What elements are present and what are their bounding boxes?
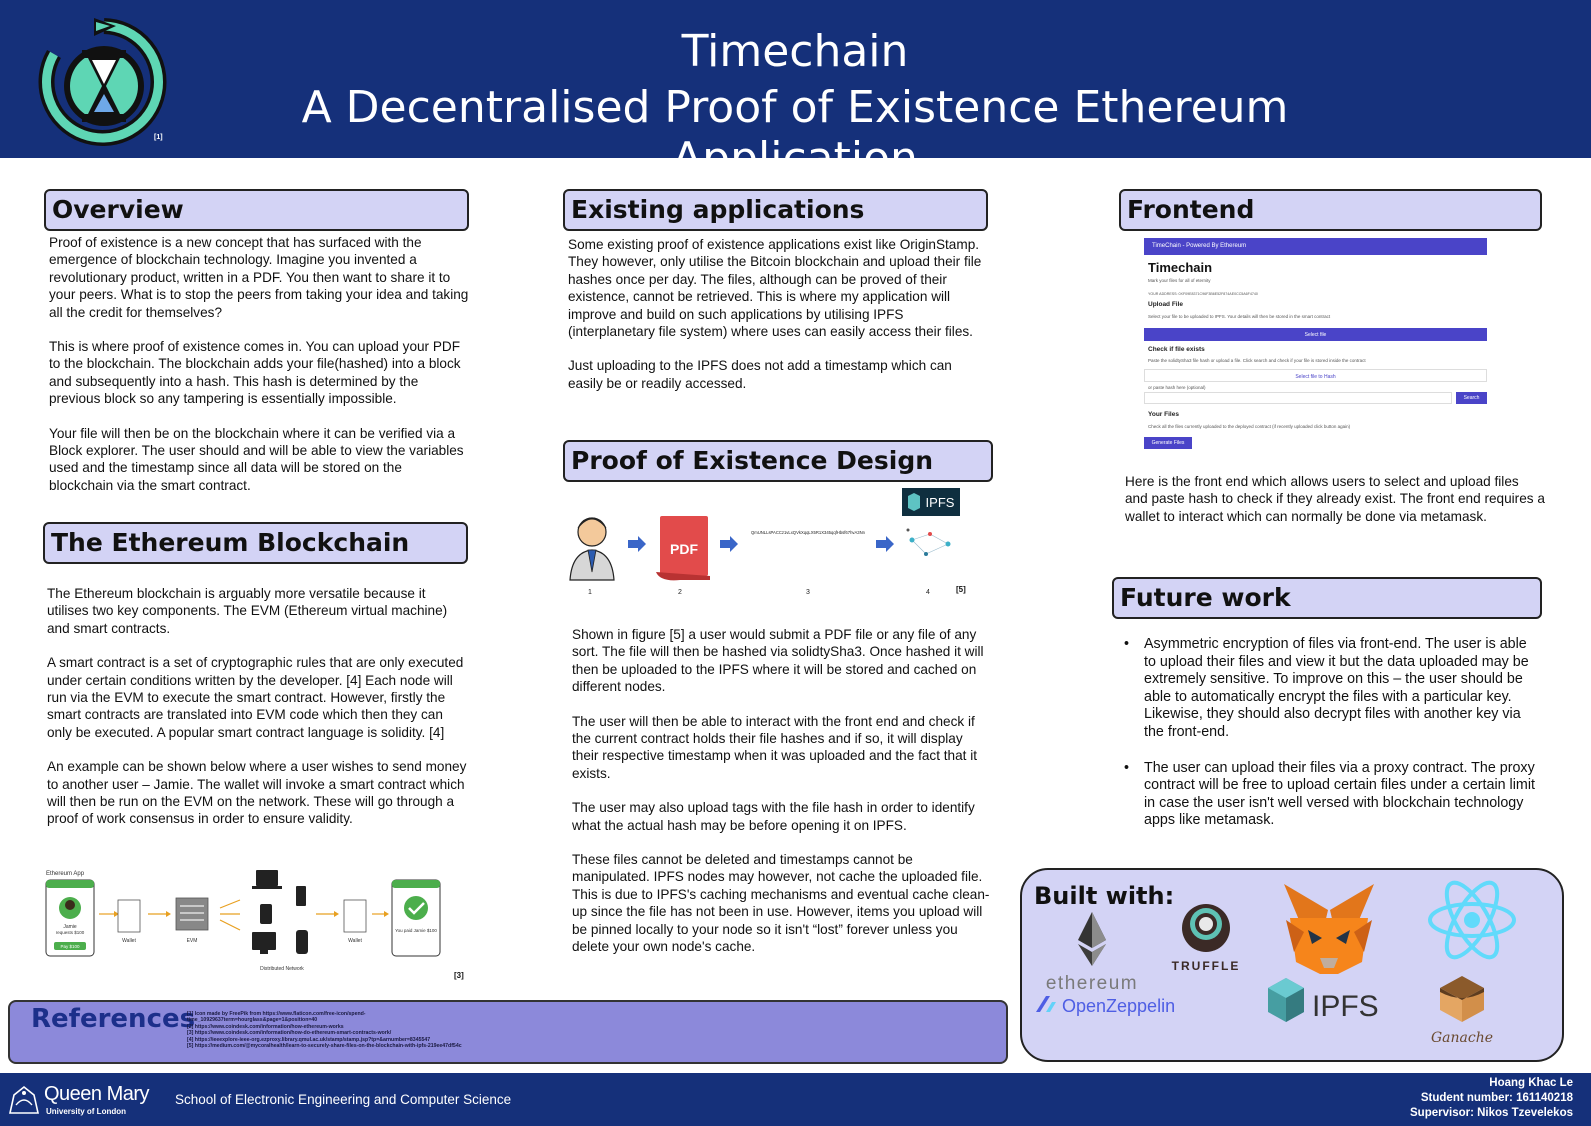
design-reference: [5] (956, 585, 966, 594)
reference-item: [4] https://ieeexplore-ieee-org.ezproxy.library.qmul.ac.uk/stamp/stamp.jsp?tp=&arnumber=8345547 (187, 1036, 431, 1043)
frontend-files-desc: Check all the files currently uploaded to the deployed contract (if recently uploaded click button again) (1148, 424, 1351, 429)
step-label-3: 3 (806, 589, 810, 596)
evm-label: EVM (186, 938, 198, 944)
ethereum-transaction-diagram (44, 868, 476, 986)
frontend-paste-field (1144, 392, 1452, 404)
frontend-generate-button: Generate Files (1144, 437, 1192, 449)
frontend-files-heading: Your Files (1148, 411, 1179, 418)
hash-text: QmUNLLsPACCz1vLxQVkXqqLX5R1X345qqfHbsf67hvA3Nn (751, 530, 865, 535)
ethereum-heading: The Ethereum Blockchain (43, 522, 468, 564)
openzeppelin-wordmark: OpenZeppelin (1062, 996, 1176, 1016)
diagram-reference: [3] (454, 971, 464, 980)
sender-phone-icon (46, 880, 94, 956)
built-with-heading: Built with: (1034, 882, 1175, 910)
ipfs-badge-icon (902, 488, 960, 516)
frontend-select-hash-field: Select file to Hash (1144, 369, 1487, 382)
frontend-check-heading: Check if file exists (1148, 346, 1205, 353)
ganache-wordmark: Ganache (1430, 1030, 1494, 1046)
ethereum-app-label: Ethereum App (46, 871, 85, 877)
frontend-paste-label: or paste hash here (optional) (1148, 385, 1206, 390)
overview-paragraph: Your file will then be on the blockchain where it can be verified via a Block explorer. The user should and will be able to view the variables used and the timestamp since all data will be stored on the blockchain via the smart contract. (49, 425, 464, 493)
hourglass-clock-logo-icon (36, 14, 172, 150)
future-work-heading: Future work (1112, 577, 1542, 619)
student-number: Student number: 161140218 (1420, 1092, 1573, 1104)
future-work-item: • Asymmetric encryption of files via front-end. The user is able to upload their files and view it but the data uploaded may be extremely sensitive. To improve on this – the user should be able to automatically encrypt the files with a particular key. Likewise, they should also decrypt files with another key via the front-end. (1120, 636, 1540, 742)
frontend-upload-desc: Select your file to be uploaded to IPFS. Your details will then be stored in the smart contract (1148, 314, 1331, 319)
references-heading: References (31, 1004, 196, 1034)
frontend-title: Timechain (1148, 260, 1213, 275)
frontend-heading: Frontend (1119, 189, 1542, 231)
ipfs-nodes-icon (907, 529, 951, 557)
ethereum-paragraph: The Ethereum blockchain is arguably more versatile because it utilises two key components. The EVM (Ethereum virtual machine) and smart contracts. (47, 586, 448, 636)
future-work-item: • The user can upload their files via a proxy contract. The proxy contract will be free to upload certain files under a certain limit in case the user isn't well versed with blockchain technology apps like metamask. (1120, 760, 1540, 830)
footer-bar (0, 1073, 1591, 1126)
frontend-select-file-button: Select file (1144, 328, 1487, 341)
ipfs-badge-label: IPFS (925, 495, 955, 510)
logo-reference: [1] (154, 134, 163, 141)
frontend-paragraph: Here is the front end which allows users to select and upload files and paste hash to check if they already exist. The front end requires a wallet to interact which can normally be done via metamask. (1125, 474, 1545, 524)
jamie-label: Jamie (63, 924, 77, 930)
ipfs-wordmark: IPFS (1312, 990, 1379, 1023)
design-text (572, 626, 992, 956)
wallet-label: Wallet (122, 938, 136, 944)
poster-subtitle: A Decentralised Proof of Existence Ethereum Application (301, 82, 1289, 184)
university-name: Queen Mary (44, 1083, 150, 1105)
overview-paragraph: This is where proof of existence comes in. You can upload your PDF to the blockchain. The blockchain adds your file(hashed) into a block and subsequently into a hash. This hash is determined by the previous block so any tampering is essentially impossible. (49, 339, 461, 407)
overview-heading: Overview (44, 189, 469, 231)
frontend-tagline: Mark your files for all of eternity (1148, 278, 1211, 283)
school-name: School of Electronic Engineering and Computer Science (175, 1092, 512, 1107)
pay-button-label: Pay $100 (60, 944, 80, 949)
wallet2-label: Wallet (348, 938, 362, 944)
truffle-wordmark: TRUFFLE (1171, 959, 1241, 973)
proof-of-existence-diagram (560, 488, 980, 610)
built-with-box (1020, 868, 1564, 1062)
existing-paragraph: Just uploading to the IPFS does not add a timestamp which can easily be or readily accessed. (568, 358, 952, 391)
existing-paragraph: Some existing proof of existence applications exist like OriginStamp. They however, only utilise the Bitcoin blockchain and upload their file hashes once per day. The files, although can be proved of their existence, cannot be retrieved. This is where my application will improve and build on such applications by utilising IPFS (interplanetary file system) where uses can easily access their files. (568, 237, 982, 340)
existing-applications-heading: Existing applications (563, 189, 988, 231)
ethereum-paragraph: A smart contract is a set of cryptographic rules that are only executed under certain conditions written by the developer. [4] Each node will run via the EVM to execute the smart contract. However, firstly the smart contracts are translated into EVM code which then they can only be executed. A popular smart contract language is solidity. [4] (47, 655, 464, 740)
react-logo-icon (1430, 876, 1514, 965)
ethereum-paragraph: An example can be shown below where a user wishes to send money to another user – Jamie. The wallet will invoke a smart contract which will then be run on the EVM on the network. These will go through a proof of work consensus in order to ensure validity. (47, 759, 467, 827)
frontend-screenshot (1144, 238, 1489, 458)
reference-item: [5] https://medium.com/@mycoralhealth/learn-to-securely-share-files-on-the-blockchain-with-ipfs-219ee47df54c (187, 1043, 462, 1050)
header-banner (0, 0, 1591, 184)
pdf-label: PDF (670, 541, 698, 557)
frontend-navbar: TimeChain - Powered By Ethereum (1144, 238, 1487, 255)
overview-text (49, 234, 469, 494)
step-label-1: 1 (588, 589, 592, 596)
references-box (8, 1000, 1008, 1064)
existing-applications-text (568, 236, 988, 392)
wallet-doc-icon (118, 900, 140, 932)
wallet2-doc-icon (344, 900, 366, 932)
design-paragraph: The user may also upload tags with the file hash in order to identify what the actual hash may be before opening it on IPFS. (572, 800, 975, 833)
built-with-logos (1022, 870, 1562, 1060)
step-label-4: 4 (926, 589, 930, 596)
design-paragraph: The user will then be able to interact with the front end and check if the current contract holds their file hashes and if so, it will display their respective timestamp when it was uploaded and the fact that it exists. (572, 713, 978, 781)
step-label-2: 2 (678, 589, 682, 596)
supervisor-name: Supervisor: Nikos Tzevelekos (1410, 1107, 1573, 1119)
openzeppelin-logo-icon (1036, 996, 1175, 1016)
request-label: requests $100 (55, 930, 85, 935)
metamask-logo-icon (1284, 884, 1374, 974)
network-label: Distributed Network (260, 966, 304, 972)
reference-item: [1] Icon made by FreePik from https://www.flaticon.com/free-icon/spend- (187, 1011, 366, 1017)
qmul-crest-icon (6, 1081, 42, 1117)
reference-item: [3] https://www.coindesk.com/information/how-do-ethereum-smart-contracts-work/ (187, 1030, 392, 1037)
design-paragraph: These files cannot be deleted and timestamps cannot be manipulated. IPFS nodes may however, not cache the uploaded file. This is due to IPFS's caching mechanisms and eventual cache clean-up since the file has not been in use. However, items you upload will be pinned locally to your node so it isn't “lost” forever unless you delete your own node's cache. (572, 852, 990, 955)
reference-item: [2] https://www.coindesk.com/information/how-ethereum-works (187, 1023, 344, 1030)
ethereum-wordmark: ethereum (1045, 973, 1139, 994)
frontend-text (1125, 473, 1545, 525)
poster-title: Timechain (681, 26, 909, 77)
reference-item: time_10929637term=hourglass&page=1&position=40 (187, 1017, 318, 1024)
frontend-check-desc: Paste the solidtySha3 file hash or upload a file. Click search and check if your file is stored inside the contract (1148, 358, 1366, 363)
receiver-phone-icon (392, 880, 440, 956)
design-heading: Proof of Existence Design (563, 440, 993, 482)
author-name: Hoang Khac Le (1489, 1077, 1573, 1089)
network-devices-icon (252, 870, 308, 954)
future-work-list (1120, 636, 1540, 848)
frontend-search-button: Search (1456, 392, 1487, 404)
ethereum-logo-icon (1046, 912, 1138, 994)
ganache-logo-icon (1431, 976, 1493, 1046)
design-paragraph: Shown in figure [5] a user would submit a PDF file or any file of any sort. The file will then be hashed via solidtySha3. Once hashed it will then be uploaded to the IPFS where it will be stored and cached on different nodes. (572, 627, 984, 695)
evm-server-icon (176, 898, 208, 930)
ipfs-logo-icon (1268, 978, 1379, 1023)
paid-label: You paid Jamie $100 (395, 928, 437, 933)
references-list (187, 1011, 707, 1049)
ethereum-text (47, 585, 467, 828)
pdf-file-icon (656, 516, 710, 580)
truffle-logo-icon (1172, 904, 1241, 973)
overview-paragraph: Proof of existence is a new concept that has surfaced with the emergence of blockchain technology. Imagine you invented a revolutionary product, written in a PDF. You then want to share it to your peers. What is to stop the peers from taking your idea and taking all the credit for themselves? (49, 235, 469, 320)
user-avatar-icon (570, 518, 614, 580)
university-subtitle: University of London (46, 1107, 126, 1116)
frontend-upload-heading: Upload File (1148, 301, 1184, 308)
frontend-address: YOUR ADDRESS: 0XF09E8371C96F3B6E52F874AE0CC5A6F4740 (1148, 292, 1258, 296)
